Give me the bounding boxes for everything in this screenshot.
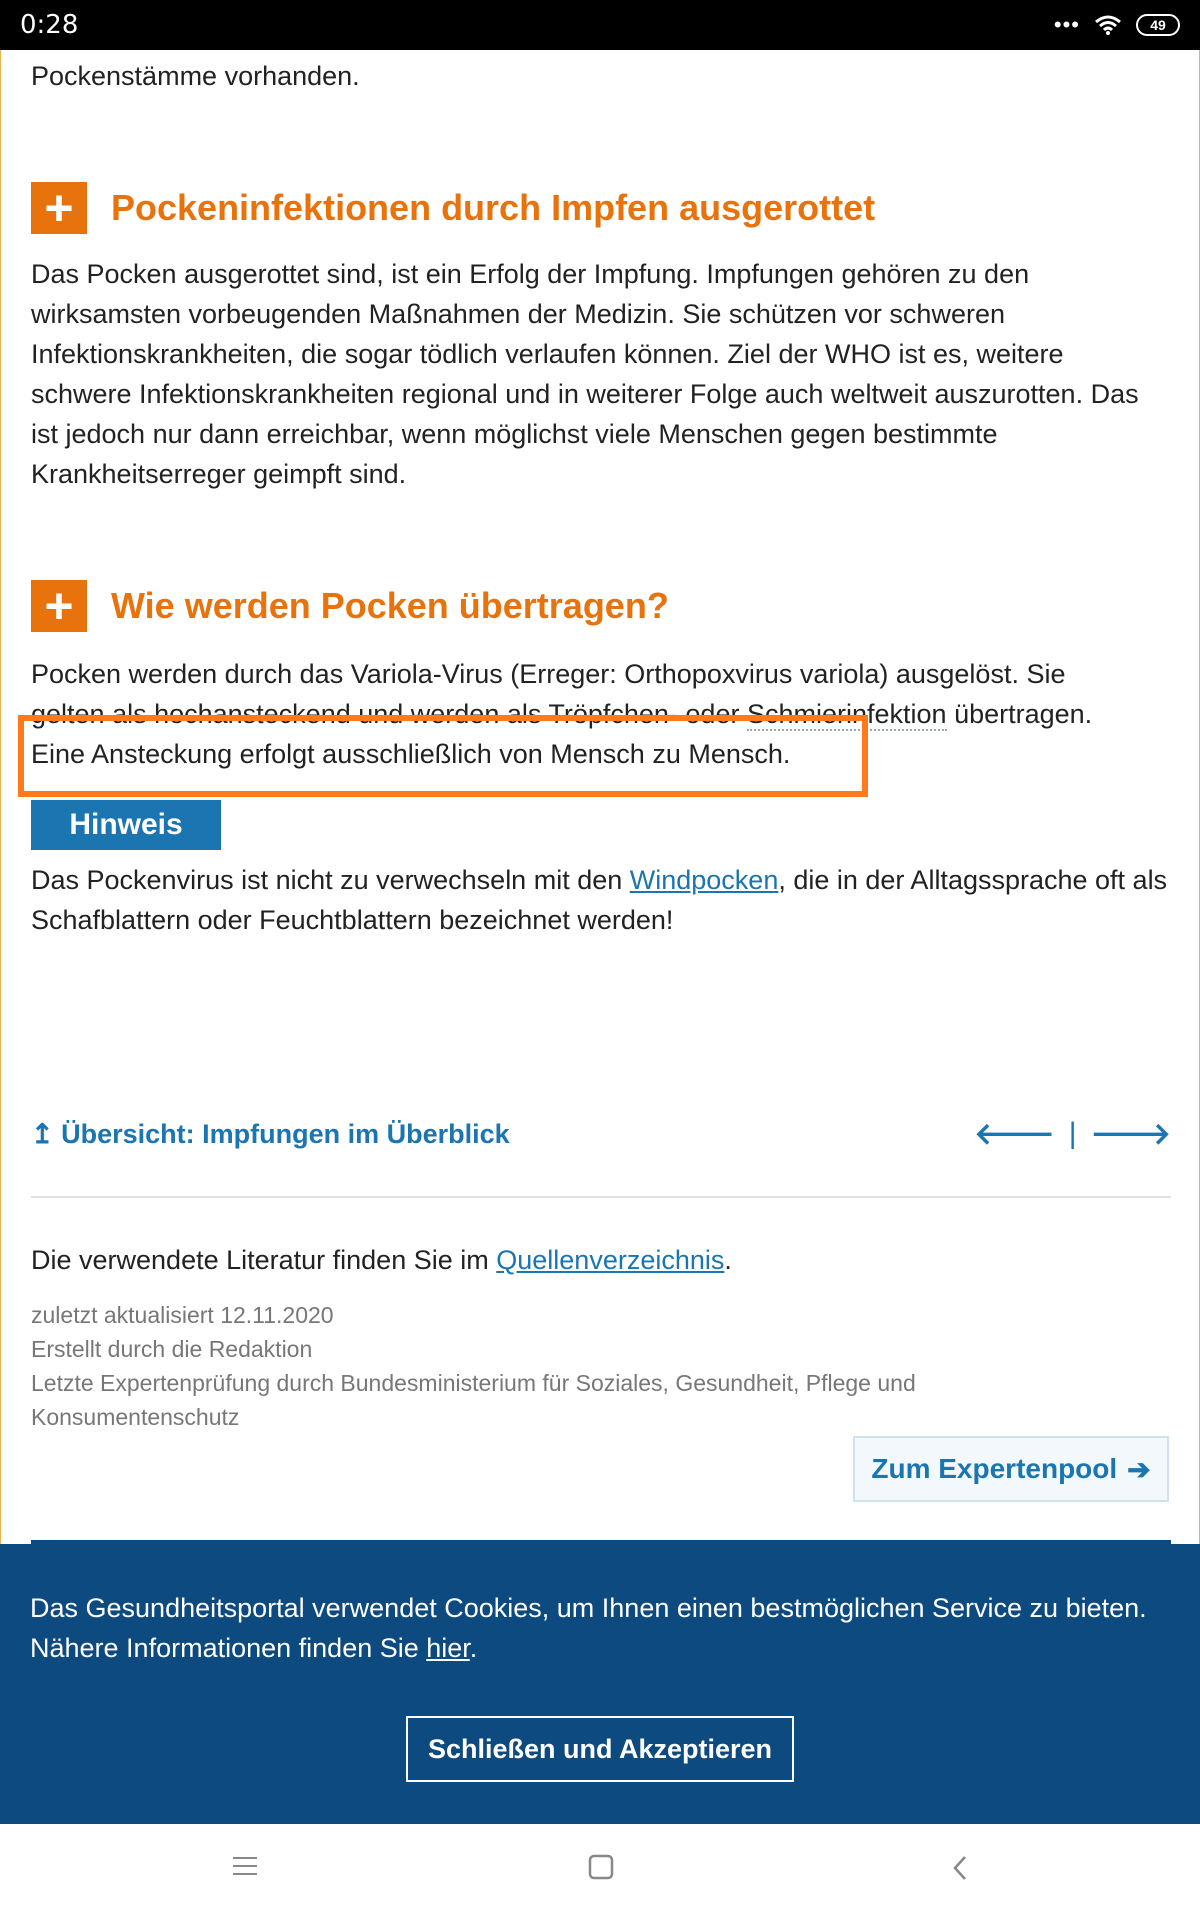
status-bar <box>0 0 1200 50</box>
pager <box>974 1116 1171 1152</box>
system-nav-bar <box>0 1824 1200 1920</box>
status-time: 0:28 <box>20 10 79 40</box>
section-2-title: Wie werden Pocken übertragen? <box>111 585 669 626</box>
section-2-line1: Pocken werden durch das Variola-Virus (Erreger: Orthopoxvirus variola) ausgelöst. Sie <box>31 659 1066 689</box>
home-icon[interactable] <box>588 1854 614 1880</box>
sources-post: . <box>724 1245 732 1275</box>
battery-icon: 49 <box>1136 14 1180 36</box>
section-2-line2-post: übertragen. <box>946 699 1093 729</box>
meta-updated: zuletzt aktualisiert 12.11.2020 <box>31 1302 334 1328</box>
arrow-left-icon[interactable]: 🡐 <box>974 1118 1055 1151</box>
hinweis-text <box>31 860 1171 940</box>
hinweis-text-post: , die in der Alltagssprache oft als Schafblattern oder Feuchtblattern bezeichnet werden! <box>31 865 1168 935</box>
back-icon[interactable] <box>950 1854 970 1882</box>
wifi-icon <box>1094 14 1122 36</box>
windpocken-link[interactable]: Windpocken <box>629 865 779 895</box>
sources-text <box>31 1240 1171 1280</box>
hinweis-label: Hinweis <box>31 800 221 850</box>
quellenverzeichnis-link[interactable]: Quellenverzeichnis <box>496 1245 725 1275</box>
plus-icon[interactable]: + <box>31 580 87 632</box>
status-icons <box>1054 12 1180 38</box>
accept-cookies-button[interactable]: Schließen und Akzeptieren <box>406 1716 794 1782</box>
schmierinfektion-link[interactable]: Schmierinfektion <box>746 699 947 729</box>
sources-pre: Die verwendete Literatur finden Sie im <box>31 1245 497 1275</box>
section-2-line2-pre: gelten als hochansteckend und werden als Tröpfchen- oder <box>31 699 747 729</box>
cookie-text-post: . <box>469 1633 478 1663</box>
top-line: Pockenstämme vorhanden. <box>31 61 360 91</box>
divider <box>31 1196 1171 1198</box>
section-1-title: Pockeninfektionen durch Impfen ausgerottet <box>111 187 876 228</box>
section-1-text: Das Pocken ausgerottet sind, ist ein Erfolg der Impfung. Impfungen gehören zu den wirksamsten vorbeugenden Maßnahmen der Medizin. Sie schützen vor schweren Infektionskrankheiten, die sogar tödlich verlaufen können. Ziel der WHO ist es, weitere schwere Infektionskrankheiten regional und in weiterer Folge auch weltweit auszurotten. Das ist jedoch nur dann erreichbar, wenn möglichst viele Menschen gegen bestimmte Krankheitserreger geimpft sind. <box>31 259 1139 489</box>
section-2-line3: Eine Ansteckung erfolgt ausschließlich von Mensch zu Mensch. <box>31 739 791 769</box>
expertenpool-button[interactable] <box>853 1436 1169 1502</box>
more-dots-icon: ••• <box>1053 12 1080 37</box>
arrow-right-icon: ➔ <box>1127 1453 1151 1485</box>
overview-link[interactable] <box>31 1119 510 1150</box>
up-arrow-icon: ↥ <box>31 1118 62 1149</box>
hinweis-text-pre: Das Pockenvirus ist nicht zu verwechseln mit den <box>31 865 630 895</box>
arrow-right-icon[interactable]: 🡒 <box>1090 1118 1171 1151</box>
cookie-banner <box>0 1544 1200 1824</box>
article-content <box>0 50 1200 1544</box>
meta-review: Letzte Expertenprüfung durch Bundesministerium für Soziales, Gesundheit, Pflege und Konsumentenschutz <box>31 1370 916 1430</box>
cookie-info-link[interactable]: hier <box>426 1633 470 1663</box>
section-2-heading <box>31 580 669 632</box>
cookie-text-pre: Das Gesundheitsportal verwendet Cookies, um Ihnen einen bestmöglichen Service zu bieten. Nähere Informationen finden Sie <box>30 1593 1147 1663</box>
pager-separator: | <box>1068 1117 1077 1150</box>
menu-icon[interactable] <box>232 1854 258 1878</box>
section-1-heading <box>31 182 875 234</box>
plus-icon[interactable]: + <box>31 182 87 234</box>
highlight-box <box>18 715 868 797</box>
overview-label: Übersicht: Impfungen im Überblick <box>61 1118 510 1149</box>
expertenpool-label: Zum Expertenpool <box>871 1453 1118 1484</box>
article-meta <box>31 1298 1031 1434</box>
cookie-text <box>30 1588 1170 1668</box>
article-navigation <box>31 1116 1171 1152</box>
meta-author: Erstellt durch die Redaktion <box>31 1336 313 1362</box>
